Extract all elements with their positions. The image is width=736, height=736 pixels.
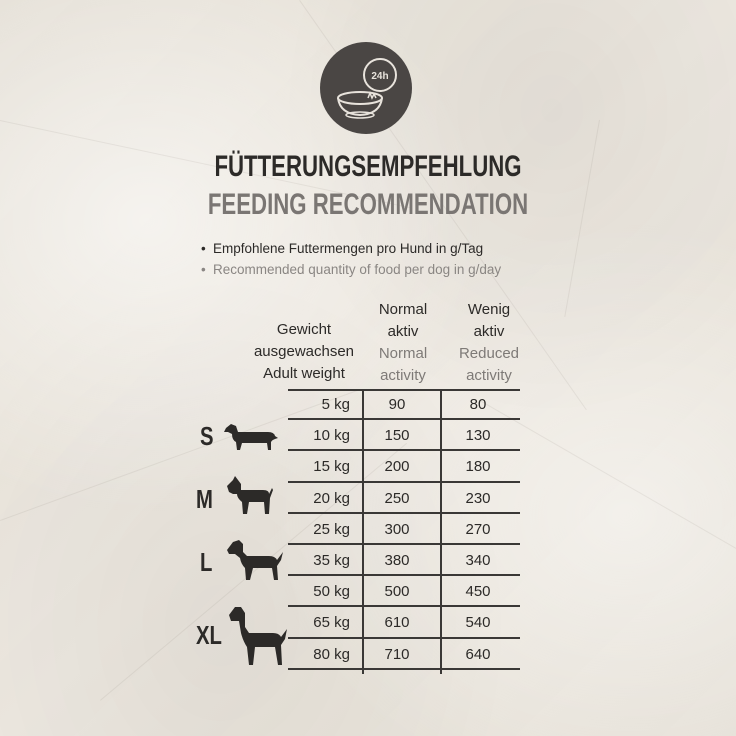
header-normal-en-1: Normal	[378, 345, 428, 362]
low-activity-cell: 130	[465, 427, 491, 445]
note-english	[201, 262, 501, 277]
size-label-m: M	[196, 484, 213, 514]
title-english: FEEDING RECOMMENDATION	[207, 188, 529, 221]
table-row	[288, 389, 520, 420]
header-low-activity	[448, 299, 530, 387]
header-low-de-1: Wenig	[467, 301, 511, 318]
table-row	[288, 545, 520, 576]
feeding-table	[288, 389, 520, 670]
table-row	[288, 420, 520, 451]
table-divider	[440, 390, 442, 674]
table-row	[288, 607, 520, 638]
header-weight-de-1: Gewicht	[276, 321, 332, 338]
normal-activity-cell: 710	[384, 645, 410, 663]
low-activity-cell: 450	[465, 583, 491, 601]
weight-cell: 65 kg	[313, 614, 350, 632]
normal-activity-cell: 200	[384, 458, 410, 476]
great-dane-icon	[225, 605, 289, 667]
header-normal-de-1: Normal	[378, 301, 428, 318]
normal-activity-cell: 90	[388, 396, 406, 414]
bullet-marker: •	[201, 262, 206, 277]
header-normal-de-2: aktiv	[387, 323, 419, 340]
weight-cell: 50 kg	[313, 583, 350, 601]
table-row	[288, 639, 520, 670]
pointer-dog-icon	[225, 538, 283, 582]
header-weight-de-2: ausgewachsen	[253, 343, 355, 360]
table-row	[288, 483, 520, 514]
weight-cell: 20 kg	[313, 489, 350, 507]
table-row	[288, 451, 520, 482]
size-label-xl: XL	[196, 620, 222, 650]
note-english-text: Recommended quantity of food per dog in g/day	[213, 262, 502, 277]
weight-cell: 5 kg	[321, 396, 350, 414]
low-activity-cell: 270	[465, 520, 491, 538]
food-bowl-clock-logo	[320, 42, 412, 134]
normal-activity-cell: 500	[384, 583, 410, 601]
header-low-en-1: Reduced	[458, 345, 520, 362]
weight-cell: 10 kg	[313, 427, 350, 445]
header-weight	[235, 319, 373, 385]
table-row	[288, 514, 520, 545]
normal-activity-cell: 380	[384, 552, 410, 570]
schnauzer-icon	[225, 476, 273, 516]
weight-cell: 80 kg	[313, 645, 350, 663]
normal-activity-cell: 250	[384, 489, 410, 507]
low-activity-cell: 80	[469, 396, 487, 414]
bullet-marker: •	[201, 241, 206, 256]
normal-activity-cell: 300	[384, 520, 410, 538]
low-activity-cell: 340	[465, 552, 491, 570]
note-german-text: Empfohlene Futtermengen pro Hund in g/Tag	[213, 241, 484, 256]
food-bowl-clock-icon	[320, 42, 412, 134]
low-activity-cell: 230	[465, 489, 491, 507]
low-activity-cell: 540	[465, 614, 491, 632]
header-weight-en: Adult weight	[263, 365, 345, 382]
weight-cell: 35 kg	[313, 552, 350, 570]
weight-cell: 15 kg	[313, 458, 350, 476]
header-normal-en-2: activity	[380, 367, 426, 384]
normal-activity-cell: 610	[384, 614, 410, 632]
header-low-de-2: aktiv	[473, 323, 505, 340]
size-label-s: S	[200, 421, 214, 451]
title-german: FÜTTERUNGSEMPFEHLUNG	[214, 150, 522, 183]
weight-cell: 25 kg	[313, 520, 350, 538]
table-divider	[362, 390, 364, 674]
header-normal-activity	[366, 299, 440, 387]
note-german	[201, 241, 483, 256]
normal-activity-cell: 150	[384, 427, 410, 445]
low-activity-cell: 640	[465, 645, 491, 663]
size-label-l: L	[200, 547, 213, 577]
table-row	[288, 576, 520, 607]
low-activity-cell: 180	[465, 458, 491, 476]
logo-label: 24h	[371, 71, 389, 82]
header-low-en-2: activity	[466, 367, 512, 384]
dachshund-icon	[222, 420, 278, 454]
